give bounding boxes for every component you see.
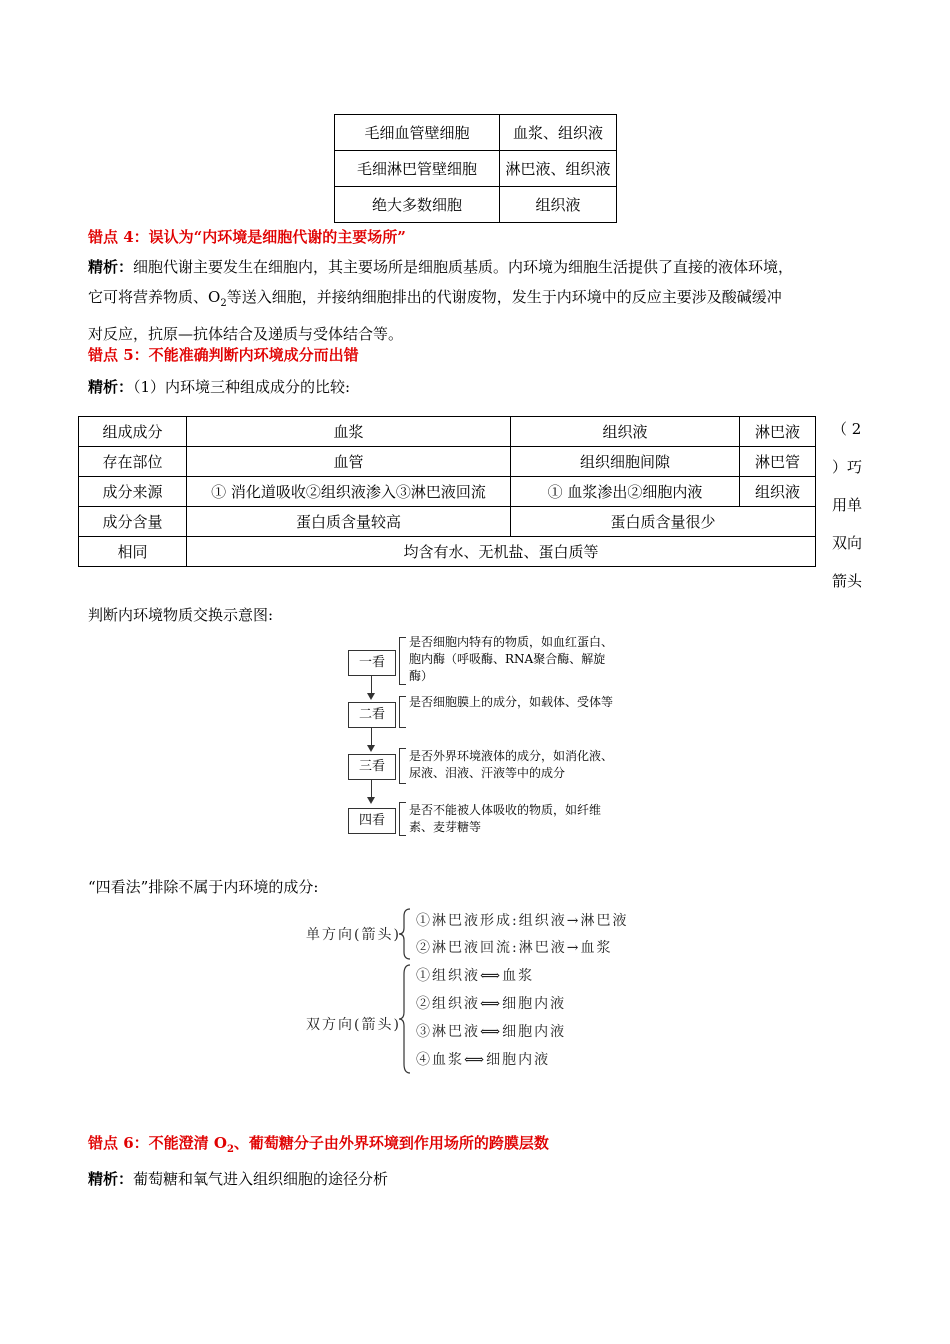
analysis-text: 等送入细胞，并接纳细胞排出的代谢废物，发生于内环境中的反应主要涉及酸碱缓冲 [226,288,782,306]
connector-line [371,780,372,798]
single-direction-label: 单方向(箭头) [306,927,401,943]
double-direction-label: 双方向(箭头) [306,1017,401,1033]
bracket [399,802,406,836]
connector-line [371,676,372,694]
flow-step-box: 二看 [348,702,396,728]
table-cell: 组织细胞间隙 [511,447,740,477]
table-row [79,507,816,537]
double-direction-item: ①组织液⟺血浆 [416,968,535,984]
table-cell: 存在部位 [79,447,187,477]
analysis-label: 精析： [88,378,134,396]
error-point-4-body [88,252,888,349]
side-text-line: ）巧 [832,458,863,476]
flow-step-text: 是否细胞膜上的成分，如载体、受体等 [409,695,614,709]
table-cell: 蛋白质含量很少 [511,507,816,537]
arrow-down-icon [367,693,375,700]
subscript: 2 [226,1144,234,1155]
table-row [79,537,816,567]
flow-step-text: 是否不能被人体吸收的物质，如纤维素、麦芽糖等 [409,803,602,834]
table-cell: 成分含量 [79,507,187,537]
table-cell: 均含有水、无机盐、蛋白质等 [187,537,816,567]
double-direction-item: ④血浆⟺细胞内液 [416,1052,551,1068]
table-cell: 组织液 [740,477,816,507]
table-row [79,447,816,477]
cell-environment-table [334,114,617,223]
error-point-4-title: 错点 4：误认为“内环境是细胞代谢的主要场所” [88,228,406,246]
side-text-line: 双向 [832,534,863,552]
flow-step-box: 一看 [348,650,396,676]
title-text: 、葡萄糖分子由外界环境到作用场所的跨膜层数 [233,1134,549,1152]
bracket [399,637,406,685]
table-header: 组织液 [511,417,740,447]
analysis-text: 它可将营养物质、O [88,288,221,306]
table-cell: 毛细血管壁细胞 [335,115,500,151]
flow-step-text: 是否外界环境液体的成分，如消化液、尿液、泪液、汗液等中的成分 [409,749,614,780]
table-cell: 成分来源 [79,477,187,507]
analysis-text: 葡萄糖和氧气进入组织细胞的途径分析 [133,1170,389,1188]
analysis-label: 精析： [88,258,134,276]
table-row [335,187,617,223]
brace-icon [398,964,412,1074]
side-text-line: （ 2 [832,420,862,438]
table-row [79,477,816,507]
double-direction-item: ②组织液⟺细胞内液 [416,996,567,1012]
table-cell: 相同 [79,537,187,567]
table-cell: 毛细淋巴管壁细胞 [335,151,500,187]
table-header: 淋巴液 [740,417,816,447]
four-look-caption: “四看法”排除不属于内环境的成分: [88,878,319,896]
subscript: 2 [220,298,227,309]
side-text-line: 用单 [832,496,863,514]
brace-icon [398,908,412,960]
diagram-caption: 判断内环境物质交换示意图: [88,606,274,624]
table-header: 血浆 [187,417,511,447]
bracket [399,696,406,728]
error-point-5-body [88,372,888,402]
analysis-text: （1）内环境三种组成成分的比较: [133,378,351,396]
error-point-5-title: 错点 5：不能准确判断内环境成分而出错 [88,346,359,364]
connector-line [371,728,372,746]
table-cell: 血管 [187,447,511,477]
table-cell: 蛋白质含量较高 [187,507,511,537]
flow-step-box: 四看 [348,808,396,834]
flow-step-box: 三看 [348,754,396,780]
error-point-6-title [88,1128,888,1165]
table-cell: 组织液 [500,187,617,223]
single-direction-item: ①淋巴液形成:组织液→淋巴液 [416,913,629,929]
table-cell: 血浆、组织液 [500,115,617,151]
table-cell: ① 血浆渗出②细胞内液 [511,477,740,507]
analysis-text: 细胞代谢主要发生在细胞内，其主要场所是细胞质基质。内环境为细胞生活提供了直接的液体环境， [133,258,794,276]
side-text-line: 箭头 [832,572,863,590]
table-header-row [79,417,816,447]
arrow-down-icon [367,745,375,752]
analysis-line [88,282,888,319]
table-cell: 淋巴液、组织液 [500,151,617,187]
table-cell: 淋巴管 [740,447,816,477]
title-text: 错点 6：不能澄清 O [88,1134,227,1152]
table-row [335,115,617,151]
arrow-down-icon [367,797,375,804]
single-direction-item: ②淋巴液回流:淋巴液→血浆 [416,940,613,956]
analysis-label: 精析： [88,1170,134,1188]
table-header: 组成成分 [79,417,187,447]
side-text [832,410,862,600]
table-row [335,151,617,187]
analysis-line [88,252,888,282]
analysis-text: 对反应，抗原—抗体结合及递质与受体结合等。 [88,325,404,343]
bracket [399,748,406,784]
double-direction-item: ③淋巴液⟺细胞内液 [416,1024,567,1040]
table-cell: 绝大多数细胞 [335,187,500,223]
flow-step-text: 是否细胞内特有的物质，如血红蛋白、胞内酶（呼吸酶、RNA聚合酶、解旋酶） [409,635,614,683]
table-cell: ① 消化道吸收②组织液渗入③淋巴液回流 [187,477,511,507]
error-point-6-body [88,1164,888,1194]
internal-environment-comparison-table [78,416,816,567]
